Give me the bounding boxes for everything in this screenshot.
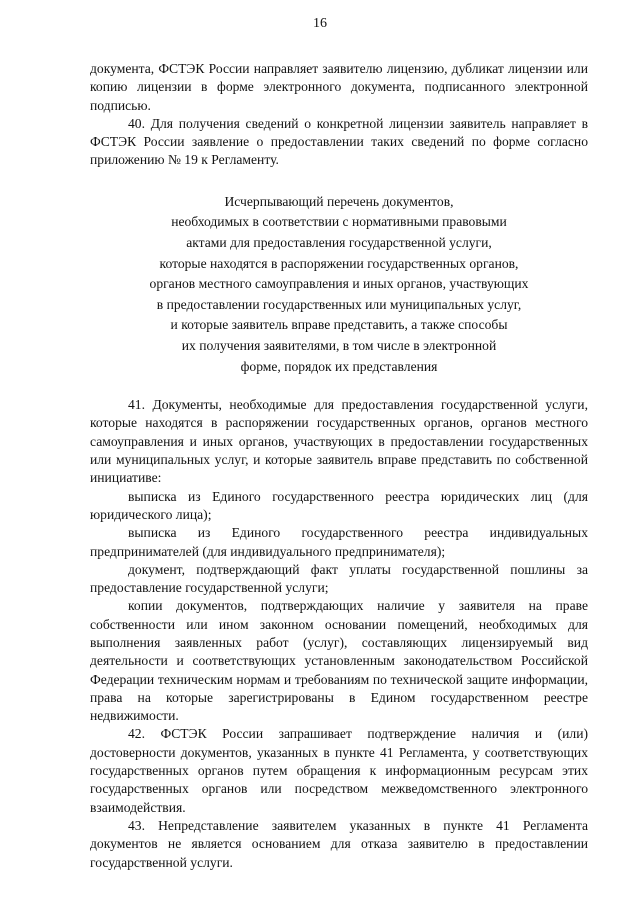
heading-line: актами для предоставления государственной услуги, bbox=[186, 234, 492, 250]
heading-line: которые находятся в распоряжении государственных органов, bbox=[159, 255, 519, 271]
section-heading bbox=[90, 192, 588, 377]
paragraph-42: 42. ФСТЭК России запрашивает подтверждение наличия и (или) достоверности документов, указанных в пункте 41 Регламента, у соответствующих государственных органов путем обращения к информационным ресурсам этих государственных органов или посредством межведомственного электронного взаимодействия. bbox=[90, 726, 588, 815]
list-item: выписка из Единого государственного реестра юридических лиц (для юридического лица); bbox=[90, 488, 588, 522]
heading-line: в предоставлении государственных или муниципальных услуг, bbox=[156, 296, 522, 312]
paragraph-intro: документа, ФСТЭК России направляет заявителю лицензию, дубликат лицензии или копию лицензии в форме электронного документа, подписанного электронной подписью. bbox=[90, 61, 588, 113]
heading-line: и которые заявитель вправе представить, а также способы bbox=[170, 317, 508, 333]
heading-line: форме, порядок их представления bbox=[240, 358, 438, 374]
paragraph-40: 40. Для получения сведений о конкретной лицензии заявитель направляет в ФСТЭК России заявление о предоставлении таких сведений по форме согласно приложению № 19 к Регламенту. bbox=[90, 115, 588, 168]
document-body bbox=[90, 60, 588, 872]
paragraph-41: 41. Документы, необходимые для предоставления государственной услуги, которые находятся в распоряжении государственных органов, органов местного самоуправления и иных органов, участвующих в предоставлении государственных или муниципальных услуг, и которые заявитель вправе представить по собственной инициативе: bbox=[90, 397, 588, 486]
heading-line: необходимых в соответствии с нормативными правовыми bbox=[171, 214, 507, 230]
list-item: копии документов, подтверждающих наличие у заявителя на праве собственности или ином законном основании помещений, необходимых для выполнения заявленных работ (услуг), составляющих лицензируемый вид деятельности и соответствующих установленным законодательством Российской Федерации техническим нормам и требованиям по технической защите информации, права на которые зарегистрированы в Едином государственном реестре недвижимости. bbox=[90, 598, 588, 724]
list-item: документ, подтверждающий факт уплаты государственной пошлины за предоставление государственной услуги; bbox=[90, 561, 588, 596]
heading-line: Исчерпывающий перечень документов, bbox=[224, 193, 454, 209]
heading-line: их получения заявителями, в том числе в электронной bbox=[181, 337, 497, 353]
paragraph-43: 43. Непредставление заявителем указанных в пункте 41 Регламента документов не является основанием для отказа заявителю в предоставлении государственной услуги. bbox=[90, 817, 588, 870]
heading-line: органов местного самоуправления и иных органов, участвующих bbox=[149, 276, 529, 292]
list-item: выписка из Единого государственного реестра индивидуальных предпринимателей (для индивидуального предпринимателя); bbox=[90, 525, 588, 559]
page-number: 16 bbox=[313, 16, 327, 31]
